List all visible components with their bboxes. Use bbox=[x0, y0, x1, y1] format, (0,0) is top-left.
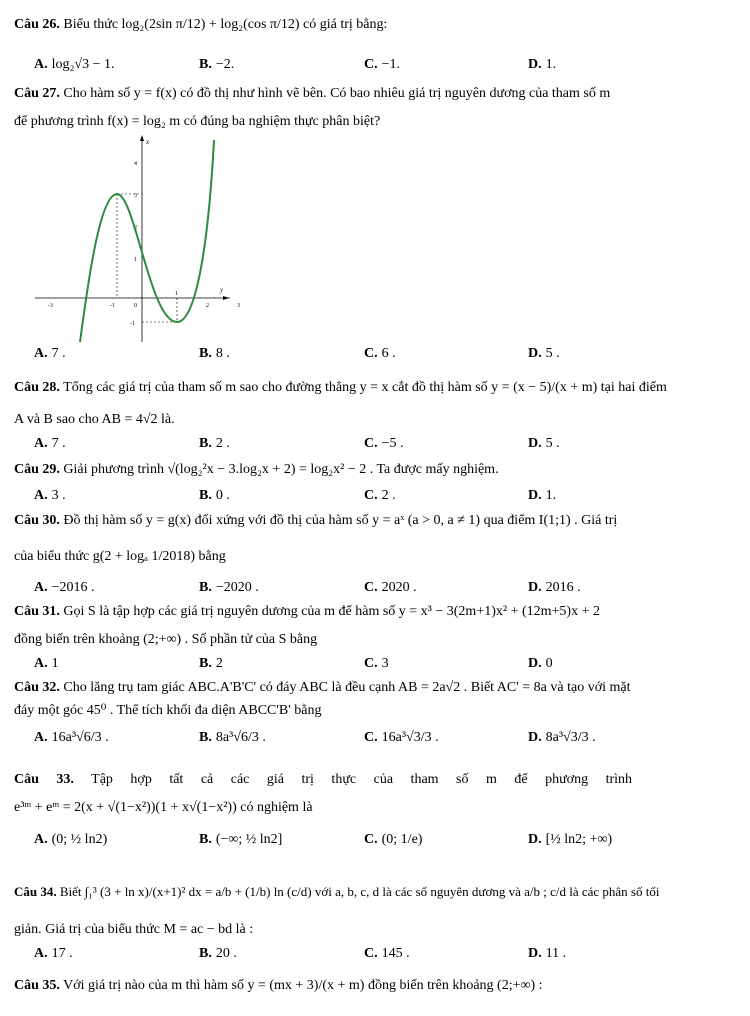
x-tick-label: 0 bbox=[134, 303, 137, 309]
question-text: Cho lăng trụ tam giác ABC.A'B'C' có đáy ABC là đều cạnh AB = 2a√2 . Biết AC' = 8a và tạo với mặt bbox=[63, 680, 631, 695]
option-c: C. −5 . bbox=[364, 436, 404, 451]
option-d: D. 0 bbox=[528, 656, 553, 671]
option-a: A. 7 . bbox=[34, 436, 66, 451]
option-c: C. (0; 1/e) bbox=[364, 832, 423, 847]
option-c: C. 145 . bbox=[364, 946, 410, 961]
option-b: B. 8 . bbox=[199, 346, 230, 361]
question-text: Tập hợp tất cả các giá trị thực của tham số m để phương trình bbox=[91, 772, 633, 787]
question-label: Câu 35. bbox=[14, 978, 60, 993]
option-b: B. 0 . bbox=[199, 488, 230, 503]
question-34-line2: giản. Giá trị của biểu thức M = ac − bd là : bbox=[14, 922, 254, 937]
question-label: Câu 33. bbox=[14, 772, 74, 787]
x-tick-label: -1 bbox=[110, 303, 115, 309]
option-c: C. 2020 . bbox=[364, 580, 417, 595]
question-34 bbox=[14, 884, 736, 900]
y-tick-label: 4 bbox=[134, 161, 137, 167]
option-b: B. 20 . bbox=[199, 946, 237, 961]
x-axis-label: y bbox=[220, 286, 224, 294]
question-32 bbox=[14, 680, 736, 696]
option-c: C. 6 . bbox=[364, 346, 396, 361]
x-tick-label: 2 bbox=[206, 303, 209, 309]
option-d: D. 1. bbox=[528, 57, 557, 72]
question-text: Cho hàm số y = f(x) có đồ thị như hình vẽ bên. Có bao nhiêu giá trị nguyên dương của tham số m bbox=[63, 86, 611, 101]
option-c: C. −1. bbox=[364, 57, 401, 72]
question-text: Gọi S là tập hợp các giá trị nguyên dương của m để hàm số y = x³ − 3(2m+1)x² + (12m+5)x + 2 bbox=[63, 604, 600, 619]
question-label: Câu 34. bbox=[14, 884, 57, 899]
option-d: D. 5 . bbox=[528, 346, 560, 361]
question-text: Tổng các giá trị của tham số m sao cho đường thẳng y = x cắt đồ thị hàm số y = (x − 5)/(x + m) tại hai điểm bbox=[63, 380, 667, 395]
option-a: A. 3 . bbox=[34, 488, 66, 503]
y-tick-label: 1 bbox=[134, 257, 137, 263]
option-d: D. 1. bbox=[528, 488, 557, 503]
y-tick-label: -1 bbox=[130, 321, 135, 327]
option-c: C. 3 bbox=[364, 656, 389, 671]
question-28 bbox=[14, 380, 736, 396]
question-label: Câu 32. bbox=[14, 680, 60, 695]
option-b: B. −2020 . bbox=[199, 580, 259, 595]
option-d: D. 5 . bbox=[528, 436, 560, 451]
x-tick-label: 3 bbox=[237, 303, 240, 309]
question-28-line2: A và B sao cho AB = 4√2 là. bbox=[14, 412, 175, 427]
question-label: Câu 27. bbox=[14, 86, 60, 101]
option-a: A. 1 bbox=[34, 656, 59, 671]
question-33-line2: e³ᵐ + eᵐ = 2(x + √(1−x²))(1 + x√(1−x²)) có nghiệm là bbox=[14, 800, 313, 815]
question-text: Biết ∫₁³ (3 + ln x)/(x+1)² dx = a/b + (1/b) ln (c/d) với a, b, c, d là các số nguyên dương và a/b ; c/d là các phân số tối bbox=[59, 884, 660, 899]
option-a: A. 17 . bbox=[34, 946, 73, 961]
question-text: Giải phương trình √(log₂²x − 3.log₂x + 2) = log₂x² − 2 . Ta được mấy nghiệm. bbox=[63, 462, 499, 477]
question-27 bbox=[14, 86, 736, 102]
question-text: Với giá trị nào của m thì hàm số y = (mx + 3)/(x + m) đồng biến trên khoảng (2;+∞) : bbox=[63, 978, 543, 993]
option-d: D. 8a³√3/3 . bbox=[528, 730, 596, 745]
option-d: D. [½ ln2; +∞) bbox=[528, 832, 613, 847]
question-label: Câu 26. bbox=[14, 17, 60, 32]
graph-curve bbox=[80, 140, 214, 342]
question-text: Biểu thức log₂(2sin π/12) + log₂(cos π/12) có giá trị bằng: bbox=[63, 17, 388, 32]
question-33 bbox=[14, 772, 736, 788]
question-label: Câu 30. bbox=[14, 513, 60, 528]
question-26 bbox=[14, 16, 736, 34]
question-label: Câu 31. bbox=[14, 604, 60, 619]
option-b: B. 2 . bbox=[199, 436, 230, 451]
y-tick-label: 2 bbox=[134, 225, 137, 231]
option-a: A. log₂√3 − 1. bbox=[34, 57, 115, 72]
question-30-line2: của biểu thức g(2 + logₐ 1/2018) bằng bbox=[14, 549, 226, 564]
option-b: B. 8a³√6/3 . bbox=[199, 730, 266, 745]
option-c: C. 2 . bbox=[364, 488, 396, 503]
question-text: Đồ thị hàm số y = g(x) đối xứng với đồ thị của hàm số y = aˣ (a > 0, a ≠ 1) qua điểm I(1;1) . Giá trị bbox=[63, 513, 618, 528]
option-d: D. 11 . bbox=[528, 946, 567, 961]
option-b: B. −2. bbox=[199, 57, 235, 72]
option-b: B. (−∞; ½ ln2] bbox=[199, 832, 283, 847]
y-tick-label: 3 bbox=[134, 193, 137, 199]
option-c: C. 16a³√3/3 . bbox=[364, 730, 439, 745]
question-31 bbox=[14, 604, 736, 620]
y-axis-label: x bbox=[146, 138, 150, 146]
question-35 bbox=[14, 978, 736, 994]
x-tick-label: 1 bbox=[175, 291, 178, 297]
question-27-line2: để phương trình f(x) = log₂ m có đúng ba nghiệm thực phân biệt? bbox=[14, 114, 381, 129]
option-a: A. (0; ½ ln2) bbox=[34, 832, 108, 847]
option-b: B. 2 bbox=[199, 656, 223, 671]
x-tick-label: -3 bbox=[48, 303, 53, 309]
question-label: Câu 29. bbox=[14, 462, 60, 477]
function-graph bbox=[30, 132, 240, 347]
question-29 bbox=[14, 462, 736, 478]
option-a: A. 16a³√6/3 . bbox=[34, 730, 109, 745]
question-30 bbox=[14, 513, 736, 529]
question-label: Câu 28. bbox=[14, 380, 60, 395]
question-31-line2: đồng biến trên khoảng (2;+∞) . Số phần tử của S bằng bbox=[14, 632, 318, 647]
option-d: D. 2016 . bbox=[528, 580, 581, 595]
option-a: A. 7 . bbox=[34, 346, 66, 361]
question-32-line2: đáy một góc 45⁰ . Thể tích khối đa diện ABCC'B' bằng bbox=[14, 703, 322, 718]
option-a: A. −2016 . bbox=[34, 580, 95, 595]
